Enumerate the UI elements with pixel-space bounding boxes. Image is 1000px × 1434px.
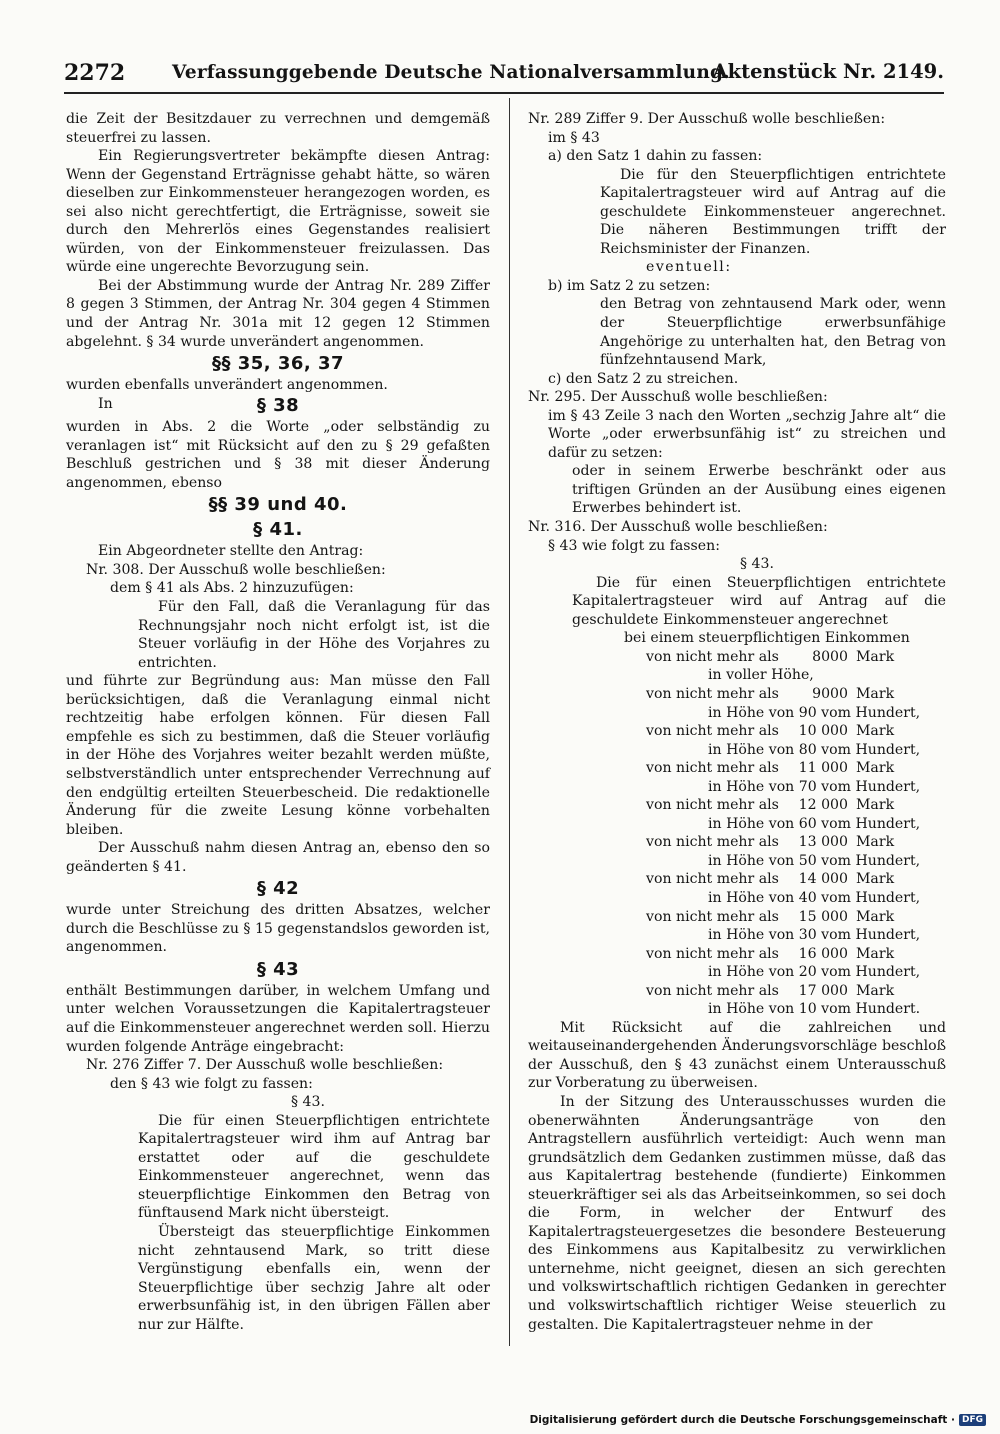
scale-amount: 10 000 xyxy=(798,723,848,740)
footer-text: Digitalisierung gefördert durch die Deutsche Forschungsgemeinschaft · xyxy=(529,1414,955,1426)
paragraph: und führte zur Begründung aus: Man müsse den Fall berücksichtigen, daß die Veranlagung einmal nicht rechtzeitig habe erfolgen können. Für diesen Fall empfehle es sich zu bestimmen, daß die Steuer vorläufig in der Höhe des Vorjahres weiter bezahlt werden müßte, selbstverständlich unter entsprechender Verrechnung auf den endgültig erteilten Steuerbescheid. Die redaktionelle Änderung für die zweite Lesung könne vorbehalten bleiben. xyxy=(66,673,490,838)
section-heading: §§ 35, 36, 37 xyxy=(211,353,345,375)
document-number: Aktenstück Nr. 2149. xyxy=(712,60,944,83)
scale-limit-label: von nicht mehr als xyxy=(646,685,779,702)
tax-scale-row xyxy=(646,796,946,833)
paragraph: In der Sitzung des Unterausschusses wurden die obenerwähnten Änderungsanträge von den Antragstellern ausführlich verteidigt: Auch wenn man grundsätzlich dem Gedanken zustimmen müsse, daß das aus Kapitalertrag bestehende (fundierte) Einkommen steuerkräftiger sei als das Arbeitseinkommen, so sei doch die Form, in welcher der Entwurf des Kapitalertragsteuergesetzes die besondere Besteuerung des Einkommens aus Kapitalbesitz zu verwirklichen unternehme, nicht geeignet, diesen an sich gerechten und volkswirtschaftlich richtigen Gedanken in gerechter und volkswirtschaftlich richtiger Weise steuerlich zu gestalten. Die Kapitalertragsteuer nehme in der xyxy=(528,1093,946,1333)
scale-rate: in voller Höhe, xyxy=(708,667,814,684)
digitization-footer xyxy=(530,1414,986,1426)
motion-line: Nr. 316. Der Ausschuß wolle beschließen: xyxy=(528,519,828,536)
tax-scale-row xyxy=(646,908,946,945)
scale-rate: in Höhe von 80 vom Hundert, xyxy=(708,741,921,758)
section-heading: § 41. xyxy=(253,519,303,541)
motion-line: im § 43 xyxy=(548,129,600,146)
tax-scale-row xyxy=(646,982,946,1019)
motion-line: a) den Satz 1 dahin zu fassen: xyxy=(548,148,763,165)
scale-limit-label: von nicht mehr als xyxy=(646,723,779,740)
section-heading: § 42 xyxy=(256,878,300,900)
scale-amount: 12 000 xyxy=(798,797,848,814)
paragraph: enthält Bestimmungen darüber, in welchem Umfang und unter welchen Voraussetzungen die Kapitalertragsteuer auf die Einkommensteuer angerechnet werden soll. Hierzu wurden folgende Anträge eingebracht: xyxy=(66,982,490,1055)
quoted-text: Die für den Steuerpflichtigen entrichtete Kapitalertragsteuer wird auf Antrag auf die geschuldete Einkommensteuer angerechnet. Die näheren Bestimmungen trifft der Reichsminister der Finanzen. xyxy=(600,166,946,257)
quoted-text: oder in seinem Erwerbe beschränkt oder aus triftigen Gründen an der Ausübung eines eigenen Erwerbes behindert ist. xyxy=(572,463,946,517)
scale-unit: Mark xyxy=(856,982,895,999)
tax-scale-row xyxy=(646,945,946,982)
tax-scale-row xyxy=(646,722,946,759)
motion-line: § 43 wie folgt zu fassen: xyxy=(548,537,720,554)
quoted-section-number: § 43. xyxy=(291,1094,325,1111)
scale-limit-label: von nicht mehr als xyxy=(646,834,779,851)
scale-rate: in Höhe von 10 vom Hundert. xyxy=(708,1001,921,1018)
paragraph: wurde unter Streichung des dritten Absatzes, welcher durch die Beschlüsse zu § 15 gegenstandslos geworden ist, angenommen. xyxy=(66,902,490,956)
scale-rate: in Höhe von 70 vom Hundert, xyxy=(708,778,921,795)
scale-unit: Mark xyxy=(856,797,895,814)
scale-amount: 15 000 xyxy=(798,908,848,925)
scale-amount: 17 000 xyxy=(798,982,848,999)
motion-line: im § 43 Zeile 3 nach den Worten „sechzig Jahre alt“ die Worte „oder erwerbsunfähig ist“ zu streichen und dafür zu setzen: xyxy=(548,407,946,461)
paragraph: wurden in Abs. 2 die Worte „oder selbständig zu veranlagen ist“ mit Rücksicht auf den zu § 29 gefaßten Beschluß gestrichen und § 38 mit dieser Änderung angenommen, ebenso xyxy=(66,419,490,491)
quoted-text: Übersteigt das steuerpflichtige Einkommen nicht zehntausend Mark, so tritt diese Vergünstigung ebenfalls ein, wenn der Steuerpflichtige über sechzig Jahre alt oder erwerbsunfähig ist, in den übrigen Fällen aber nur zur Hälfte. xyxy=(138,1223,490,1333)
paragraph: wurden ebenfalls unverändert angenommen. xyxy=(66,377,388,394)
scale-unit: Mark xyxy=(856,723,895,740)
quoted-text: Die für einen Steuerpflichtigen entrichtete Kapitalertragsteuer wird ihm auf Antrag bar erstattet oder auf die geschuldete Einkommensteuer angerechnet, wenn das steuerpflichtige Einkommen den Betrag von fünftausend Mark nicht übersteigt. xyxy=(138,1112,490,1222)
tax-scale-row xyxy=(646,833,946,870)
scale-unit: Mark xyxy=(856,648,895,665)
right-column xyxy=(528,110,946,1334)
scale-limit-label: von nicht mehr als xyxy=(646,871,779,888)
paragraph: Der Ausschuß nahm diesen Antrag an, ebenso den so geänderten § 41. xyxy=(66,840,490,875)
motion-line: eventuell: xyxy=(646,259,732,276)
scale-amount: 13 000 xyxy=(798,834,848,851)
quoted-section-number: § 43. xyxy=(740,556,774,573)
tax-scale-row xyxy=(646,870,946,907)
scale-limit-label: von nicht mehr als xyxy=(646,760,779,777)
column-divider xyxy=(509,98,510,1346)
scale-rate: in Höhe von 90 vom Hundert, xyxy=(708,704,921,721)
scale-amount: 16 000 xyxy=(798,945,848,962)
section-heading: § 43 xyxy=(256,958,300,980)
quoted-text: Für den Fall, daß die Veranlagung für das Rechnungsjahr noch nicht erfolgt ist, ist die Steuer vorläufig in der Höhe des Vorjahres zu entrichten. xyxy=(138,599,490,671)
paragraph: Bei der Abstimmung wurde der Antrag Nr. 289 Ziffer 8 gegen 3 Stimmen, der Antrag Nr. 304 gegen 4 Stimmen und der Antrag Nr. 301a mit 12 gegen 12 Stimmen abgelehnt. § 34 wurde unverändert angenommen. xyxy=(66,277,490,350)
motion-line: den § 43 wie folgt zu fassen: xyxy=(110,1075,313,1092)
scale-amount: 8000 xyxy=(812,648,848,665)
dfg-logo: DFG xyxy=(959,1414,986,1426)
scale-unit: Mark xyxy=(856,908,895,925)
scale-amount: 9000 xyxy=(812,685,848,702)
tax-scale xyxy=(528,648,946,1019)
motion-line: Nr. 308. Der Ausschuß wolle beschließen: xyxy=(86,561,386,578)
tax-scale-row xyxy=(646,648,946,685)
scale-unit: Mark xyxy=(856,760,895,777)
scale-amount: 11 000 xyxy=(798,760,848,777)
page-number: 2272 xyxy=(64,60,126,86)
scale-rate: in Höhe von 50 vom Hundert, xyxy=(708,852,921,869)
motion-line: Nr. 276 Ziffer 7. Der Ausschuß wolle beschließen: xyxy=(86,1057,444,1074)
page-header xyxy=(64,58,944,94)
scale-unit: Mark xyxy=(856,834,895,851)
paragraph: Ein Abgeordneter stellte den Antrag: xyxy=(98,543,364,560)
motion-line: c) den Satz 2 zu streichen. xyxy=(548,370,739,387)
scale-unit: Mark xyxy=(856,685,895,702)
scale-rate: in Höhe von 30 vom Hundert, xyxy=(708,927,921,944)
left-column xyxy=(66,110,490,1334)
scale-rate: in Höhe von 40 vom Hundert, xyxy=(708,889,921,906)
scale-limit-label: von nicht mehr als xyxy=(646,648,779,665)
scale-unit: Mark xyxy=(856,945,895,962)
tax-scale-row xyxy=(646,759,946,796)
quoted-text: Die für einen Steuerpflichtigen entrichtete Kapitalertragsteuer wird auf Antrag auf die geschuldete Einkommensteuer angerechnet xyxy=(572,574,946,628)
scale-limit-label: von nicht mehr als xyxy=(646,908,779,925)
quoted-text: den Betrag von zehntausend Mark oder, wenn der Steuerpflichtige erwerbsunfähige Angehörige zu unterhalten hat, den Betrag von fünfzehntausend Mark, xyxy=(600,296,946,369)
scale-rate: in Höhe von 60 vom Hundert, xyxy=(708,815,921,832)
motion-line: b) im Satz 2 zu setzen: xyxy=(548,277,711,294)
quoted-text: bei einem steuerpflichtigen Einkommen xyxy=(624,630,910,647)
scale-limit-label: von nicht mehr als xyxy=(646,797,779,814)
paragraph: Mit Rücksicht auf die zahlreichen und weitauseinandergehenden Änderungsvorschläge beschloß der Ausschuß, den § 43 zunächst einem Unterausschuß zur Vorberatung zu überweisen. xyxy=(528,1019,946,1092)
motion-line: Nr. 295. Der Ausschuß wolle beschließen: xyxy=(528,389,828,406)
paragraph: In xyxy=(98,395,113,412)
scale-unit: Mark xyxy=(856,871,895,888)
scale-amount: 14 000 xyxy=(798,871,848,888)
motion-line: dem § 41 als Abs. 2 hinzuzufügen: xyxy=(110,580,354,597)
tax-scale-row xyxy=(646,685,946,722)
scale-limit-label: von nicht mehr als xyxy=(646,982,779,999)
running-title: Verfassunggebende Deutsche Nationalversammlung. xyxy=(172,62,730,83)
scale-rate: in Höhe von 20 vom Hundert, xyxy=(708,964,921,981)
paragraph: Ein Regierungsvertreter bekämpfte diesen Antrag: Wenn der Gegenstand Erträgnisse gehabt hätte, so wären dieselben zur Einkommensteuer herangezogen worden, es sei also nicht gerechtfertigt, die Erträgnisse, soweit sie durch den Mehrerlös eines Gegenstandes realisiert würden, von der Einkommensteuer freizulassen. Das würde eine ungerechte Bevorzugung sein. xyxy=(66,148,490,276)
paragraph: die Zeit der Besitzdauer zu verrechnen und demgemäß steuerfrei zu lassen. xyxy=(66,111,490,146)
section-heading: § 38 xyxy=(256,395,300,417)
scale-limit-label: von nicht mehr als xyxy=(646,945,779,962)
section-heading: §§ 39 und 40. xyxy=(208,494,348,516)
motion-line: Nr. 289 Ziffer 9. Der Ausschuß wolle beschließen: xyxy=(528,111,886,127)
